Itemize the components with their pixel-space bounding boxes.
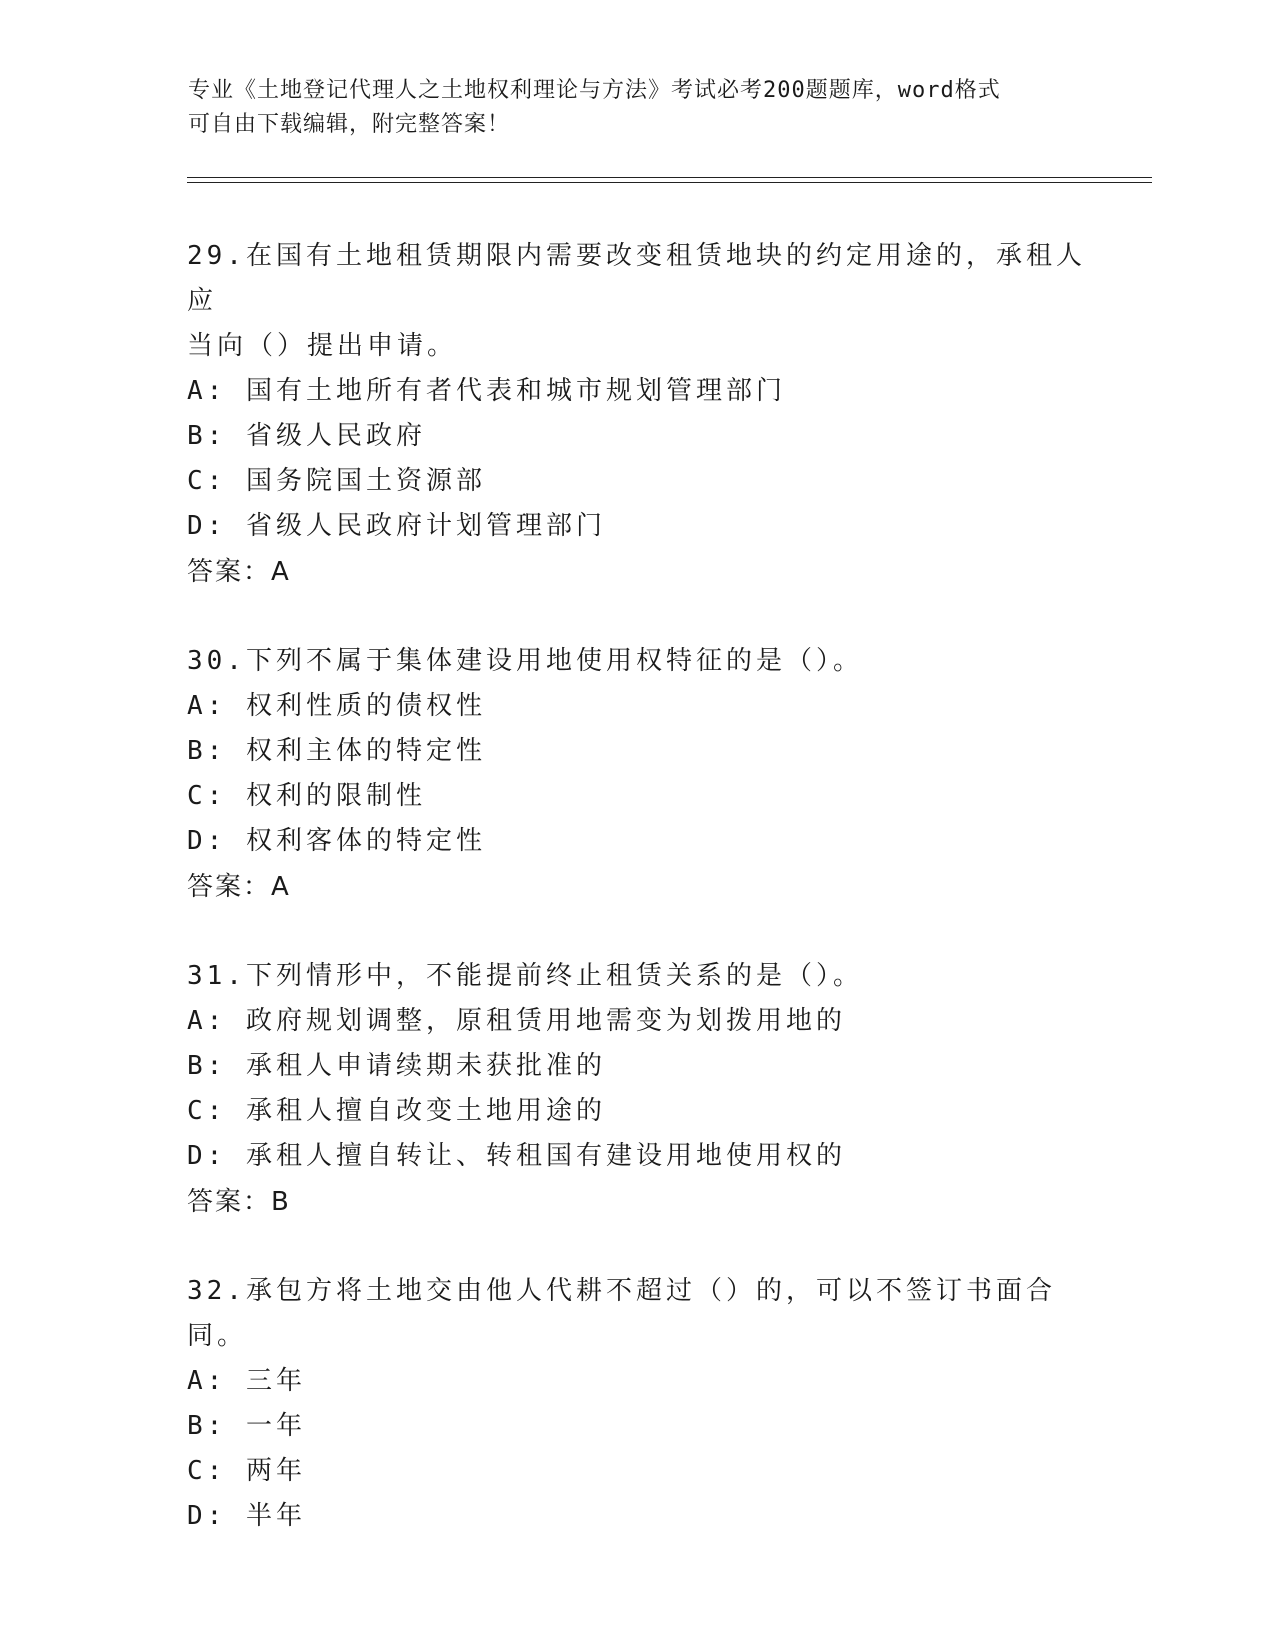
option-b: B: 省级人民政府 — [187, 421, 426, 451]
option-d: D: 省级人民政府计划管理部门 — [187, 511, 606, 541]
header-line-2: 可自由下载编辑，附完整答案！ — [188, 112, 511, 137]
question-29 — [187, 234, 1087, 595]
question-stem — [187, 639, 1087, 684]
option-d: D: 权利客体的特定性 — [187, 826, 486, 856]
header-line-1: 专业《土地登记代理人之土地权利理论与方法》考试必考200题题库，word格式 — [188, 78, 1001, 103]
question-31 — [187, 954, 1087, 1225]
answer-label: 答案：A — [187, 557, 291, 587]
question-stem — [187, 1269, 1087, 1359]
option-b: B: 一年 — [187, 1411, 306, 1441]
question-stem-line: 29.在国有土地租赁期限内需要改变租赁地块的约定用途的，承租人应 — [187, 241, 1086, 316]
question-list — [187, 234, 1087, 1583]
option-a: A: 国有土地所有者代表和城市规划管理部门 — [187, 376, 786, 406]
question-stem-line: 32.承包方将土地交由他人代耕不超过（）的，可以不签订书面合同。 — [187, 1276, 1056, 1351]
option-a: A: 三年 — [187, 1366, 306, 1396]
option-c: C: 两年 — [187, 1456, 306, 1486]
option-d: D: 承租人擅自转让、转租国有建设用地使用权的 — [187, 1141, 846, 1171]
answer-label: 答案：A — [187, 872, 291, 902]
question-32 — [187, 1269, 1087, 1539]
question-stem — [187, 954, 1087, 999]
document-header — [188, 74, 1088, 142]
double-rule-divider — [187, 177, 1152, 183]
question-stem-line: 当向（）提出申请。 — [187, 331, 458, 361]
question-stem-line: 30.下列不属于集体建设用地使用权特征的是（）。 — [187, 646, 863, 676]
option-c: C: 国务院国土资源部 — [187, 466, 486, 496]
question-stem — [187, 234, 1087, 369]
option-b: B: 承租人申请续期未获批准的 — [187, 1051, 606, 1081]
option-a: A: 权利性质的债权性 — [187, 691, 486, 721]
answer-label: 答案：B — [187, 1187, 291, 1217]
question-30 — [187, 639, 1087, 910]
option-b: B: 权利主体的特定性 — [187, 736, 486, 766]
option-a: A: 政府规划调整，原租赁用地需变为划拨用地的 — [187, 1006, 846, 1036]
option-d: D: 半年 — [187, 1501, 306, 1531]
option-c: C: 权利的限制性 — [187, 781, 426, 811]
option-c: C: 承租人擅自改变土地用途的 — [187, 1096, 606, 1126]
question-stem-line: 31.下列情形中，不能提前终止租赁关系的是（）。 — [187, 961, 863, 991]
